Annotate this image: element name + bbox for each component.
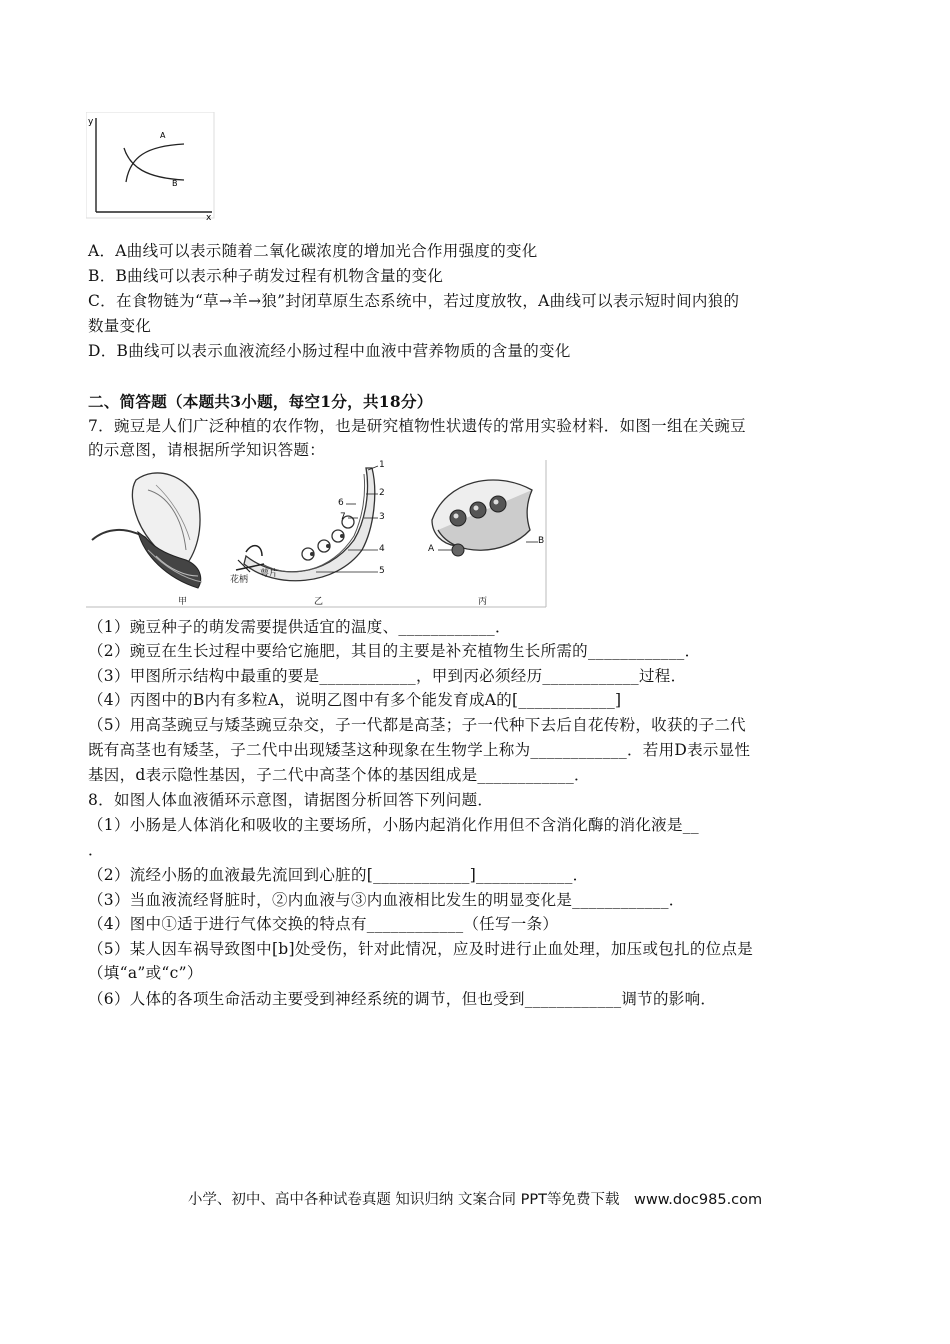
- pea-figure-svg: [86, 460, 548, 610]
- figure-label-4: 4: [379, 544, 385, 554]
- q7-stem-line2: 的示意图，请根据所学知识答题：: [88, 441, 326, 459]
- figure-label-a: A: [428, 544, 435, 554]
- figure-label-1: 1: [379, 460, 385, 470]
- q8-part5-line2: （填“a”或“c”）: [88, 964, 203, 982]
- q7-part5-line2: 既有高茎也有矮茎，子二代中出现矮茎这种现象在生物学上称为____________．若用D表示显性: [88, 741, 751, 759]
- q8-part2: （2）流经小肠的血液最先流回到心脏的[____________]____________．: [88, 866, 589, 884]
- q7-part4: （4）丙图中的B内有多粒A，说明乙图中有多个能发育成A的[____________]: [88, 691, 622, 709]
- q8-part4: （4）图中①适于进行气体交换的特点有____________（任写一条）: [88, 915, 559, 933]
- figure-label-bing: 丙: [478, 597, 488, 607]
- figure-label-3: 3: [379, 512, 385, 522]
- pod-drawing: [432, 480, 538, 556]
- q8-part1: （1）小肠是人体消化和吸收的主要场所，小肠内起消化作用但不含消化酶的消化液是__: [88, 816, 699, 834]
- x-axis-label: x: [206, 213, 212, 220]
- curve-b: [124, 148, 184, 180]
- figure-label-b: B: [538, 536, 545, 546]
- q8-part3: （3）当血液流经肾脏时，②内血液与③内血液相比发生的明显变化是____________．: [88, 891, 685, 909]
- figure-label-yi: 乙: [314, 597, 324, 607]
- q8-part1-cont: ．: [88, 841, 104, 859]
- curve-a-label: A: [160, 131, 166, 140]
- q6-option-d: D．B曲线可以表示血液流经小肠过程中血液中营养物质的含量的变化: [88, 342, 571, 360]
- q8-part6: （6）人体的各项生命活动主要受到神经系统的调节，但也受到____________调节的影响．: [88, 990, 717, 1008]
- flower-drawing: [92, 473, 202, 588]
- q7-part5-line1: （5）用高茎豌豆与矮茎豌豆杂交，子一代都是高茎；子一代种下去后自花传粉，收获的子二代: [88, 716, 746, 734]
- pistil-drawing: [236, 466, 378, 581]
- section-title: 二、简答题（本题共3小题，每空1分，共18分）: [88, 392, 433, 411]
- figure-label-jia: 甲: [178, 597, 188, 607]
- figure-label-7: 7: [340, 512, 346, 522]
- y-axis-label: y: [88, 117, 94, 127]
- curve-b-label: B: [172, 179, 178, 188]
- q6-option-b: B．B曲线可以表示种子萌发过程有机物含量的变化: [88, 267, 444, 285]
- figure-label-6: 6: [338, 498, 344, 508]
- q8-part5-line1: （5）某人因车祸导致图中[b]处受伤，针对此情况，应及时进行止血处理，加压或包扎的位点是: [88, 940, 754, 958]
- q8-stem: 8．如图人体血液循环示意图，请据图分析回答下列问题．: [88, 791, 494, 809]
- q7-part3: （3）甲图所示结构中最重的要是____________，甲到丙必须经历____________过程．: [88, 667, 687, 685]
- q7-stem-line1: 7．豌豆是人们广泛种植的农作物，也是研究植物性状遗传的常用实验材料．如图一组在关豌豆: [88, 417, 746, 435]
- figure-label-5: 5: [379, 566, 385, 576]
- figure-label-huabing: 花柄: [230, 575, 249, 585]
- q7-part1: （1）豌豆种子的萌发需要提供适宜的温度、____________．: [88, 618, 511, 636]
- curve-graph: [86, 112, 216, 220]
- curve-graph-svg: [86, 112, 216, 220]
- figure-label-2: 2: [379, 488, 385, 498]
- graph-frame: [86, 112, 214, 218]
- q7-part5-line3: 基因，d表示隐性基因，子二代中高茎个体的基因组成是____________．: [88, 766, 590, 784]
- q6-option-c-cont: 数量变化: [88, 317, 152, 335]
- q6-option-a: A．A曲线可以表示随着二氧化碳浓度的增加光合作用强度的变化: [88, 242, 538, 260]
- figure-label-epian: 萼片: [260, 569, 279, 579]
- page-footer: 小学、初中、高中各种试卷真题 知识归纳 文案合同 PPT等免费下载 www.doc985.com: [187, 1192, 763, 1208]
- pea-figure: [86, 460, 548, 610]
- q7-part2: （2）豌豆在生长过程中要给它施肥，其目的主要是补充植物生长所需的____________．: [88, 642, 701, 660]
- q6-option-c: C．在食物链为“草→羊→狼”封闭草原生态系统中，若过度放牧，A曲线可以表示短时间内狼的: [88, 292, 740, 310]
